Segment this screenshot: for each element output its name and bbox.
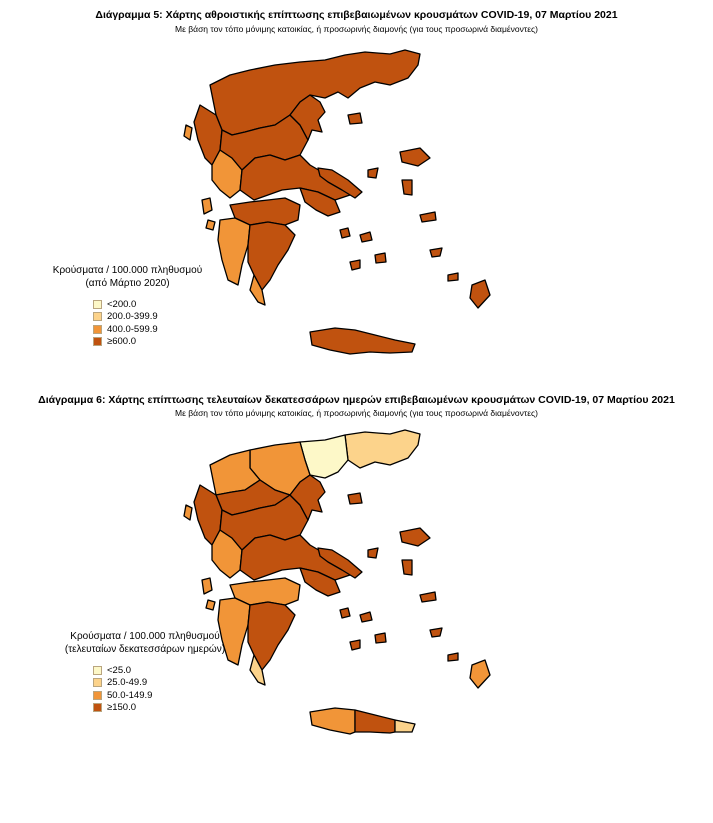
legend-swatch <box>93 337 102 346</box>
region-peloponnese-west <box>218 598 250 665</box>
island-cyclades-1 <box>340 228 350 238</box>
map-panel-cumulative <box>0 0 713 380</box>
region-peloponnese-west <box>218 218 250 285</box>
island-samos <box>420 212 436 222</box>
island-cyclades-1 <box>340 608 350 618</box>
legend-swatch <box>93 312 102 321</box>
island-cyclades-3 <box>375 633 386 643</box>
island-kos <box>448 653 458 661</box>
island-crete-east <box>395 720 415 732</box>
legend-label: 25.0-49.9 <box>107 677 148 689</box>
legend-label: 400.0-599.9 <box>107 323 158 335</box>
island-rhodes <box>470 660 490 688</box>
map-legend <box>45 264 210 348</box>
legend-label: ≥600.0 <box>107 336 136 348</box>
legend-title-line1: Κρούσματα / 100.000 πληθυσμού <box>52 265 203 276</box>
legend-item <box>93 323 210 336</box>
island-cyclades-2 <box>360 232 372 242</box>
map-title: Διάγραμμα 6: Χάρτης επίπτωσης τελευταίων δεκατεσσάρων ημερών επιβεβαιωμένων κρουσμάτων COVID-19, 07 Μαρτίου 2021 <box>38 394 675 406</box>
legend-swatch <box>93 691 102 700</box>
island-corfu <box>184 505 192 520</box>
map-title: Διάγραμμα 5: Χάρτης αθροιστικής επίπτωσης επιβεβαιωμένων κρουσμάτων COVID-19, 07 Μαρτίου 2021 <box>95 9 618 21</box>
island-crete-central <box>355 710 395 733</box>
choropleth-map-greece-14day <box>150 420 550 750</box>
island-samos <box>420 592 436 602</box>
island-skyros <box>368 548 378 558</box>
map-subtitle: Με βάση τον τόπο μόνιμης κατοικίας, ή προσωρινής διαμονής (για τους προσωρινά διαμένοντες) <box>175 24 538 34</box>
island-kos <box>448 273 458 281</box>
island-kefalonia <box>202 198 212 214</box>
island-dodecanese <box>430 248 442 257</box>
island-crete-west <box>310 708 355 734</box>
island-zakynthos <box>206 220 215 230</box>
island-cyclades-4 <box>350 260 360 270</box>
island-cyclades-4 <box>350 640 360 650</box>
legend-title-line2: (από Μάρτιο 2020) <box>85 278 170 289</box>
legend-label: <200.0 <box>107 298 137 310</box>
legend-item <box>93 298 210 311</box>
island-crete <box>310 328 415 354</box>
island-chios <box>402 180 412 195</box>
island-corfu <box>184 125 192 140</box>
legend-title-line1: Κρούσματα / 100.000 πληθυσμού <box>70 631 220 642</box>
island-cyclades-2 <box>360 612 372 622</box>
island-limnos <box>348 493 362 504</box>
legend-label: 50.0-149.9 <box>107 689 153 701</box>
island-cyclades-3 <box>375 253 386 263</box>
island-skyros <box>368 168 378 178</box>
island-limnos <box>348 113 362 124</box>
island-dodecanese <box>430 628 442 637</box>
island-chios <box>402 560 412 575</box>
island-zakynthos <box>206 600 215 610</box>
legend-item <box>93 336 210 349</box>
legend-item <box>93 311 210 324</box>
legend-label: <25.0 <box>107 664 132 676</box>
legend-swatch <box>93 300 102 309</box>
region-thrace-east <box>345 430 420 468</box>
legend-title-line2: (τελευταίων δεκατεσσάρων ημερών) <box>64 644 226 655</box>
island-lesvos <box>400 528 430 546</box>
legend-swatch <box>93 703 102 712</box>
legend-swatch <box>93 666 102 675</box>
island-lesvos <box>400 148 430 166</box>
island-rhodes <box>470 280 490 308</box>
legend-swatch <box>93 325 102 334</box>
legend-swatch <box>93 678 102 687</box>
legend-label: ≥150.0 <box>107 702 136 714</box>
island-kefalonia <box>202 578 212 594</box>
map-subtitle: Με βάση τον τόπο μόνιμης κατοικίας, ή προσωρινής διαμονής (για τους προσωρινά διαμένοντες) <box>175 408 538 418</box>
legend-label: 200.0-399.9 <box>107 311 158 323</box>
choropleth-map-greece <box>150 40 550 370</box>
